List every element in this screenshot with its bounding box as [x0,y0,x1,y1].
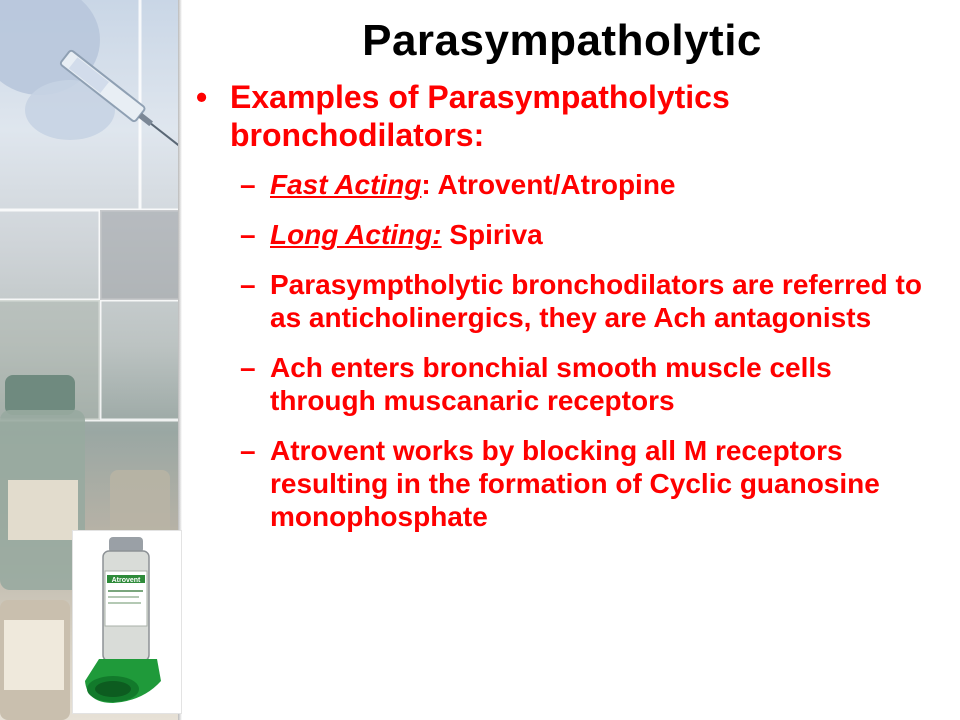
sub-item-long-acting [240,218,936,251]
dash-icon: – [240,352,256,383]
dash-icon: – [240,269,256,300]
inhaler-label-text: Atrovent [111,577,141,584]
atrovent-mechanism-text: Atrovent works by blocking all M receptors resulting in the formation of Cyclic guanosine monophosphate [270,435,880,532]
sub-item-atrovent-mechanism [240,434,936,533]
anticholinergics-text: Parasymptholytic bronchodilators are referred to as anticholinergics, they are Ach antagonists [270,269,922,333]
sub-item-ach-receptors [240,351,936,417]
sub-bullet-list [196,168,936,533]
main-bullet [196,78,936,154]
fast-acting-separator: : [421,169,438,200]
inhaler-illustration [73,531,181,713]
long-acting-text: Spiriva [449,219,543,250]
long-acting-label: Long Acting: [270,219,442,250]
fast-acting-text: Atrovent/Atropine [437,169,676,200]
ach-receptors-text: Ach enters bronchial smooth muscle cells through muscanaric receptors [270,352,832,416]
fast-acting-label: Fast Acting [270,169,422,200]
dash-icon: – [240,435,256,466]
slide-content [196,78,936,550]
slide-title: Parasympatholytic [362,16,762,65]
dash-icon: – [240,169,256,200]
sub-item-fast-acting [240,168,936,201]
sub-item-anticholinergics [240,268,936,334]
main-bullet-text: Examples of Parasympatholytics bronchodilators: [230,79,730,153]
dash-icon: – [240,219,256,250]
atrovent-inhaler-image [72,530,182,714]
bullet-dot-icon: • [196,79,208,115]
